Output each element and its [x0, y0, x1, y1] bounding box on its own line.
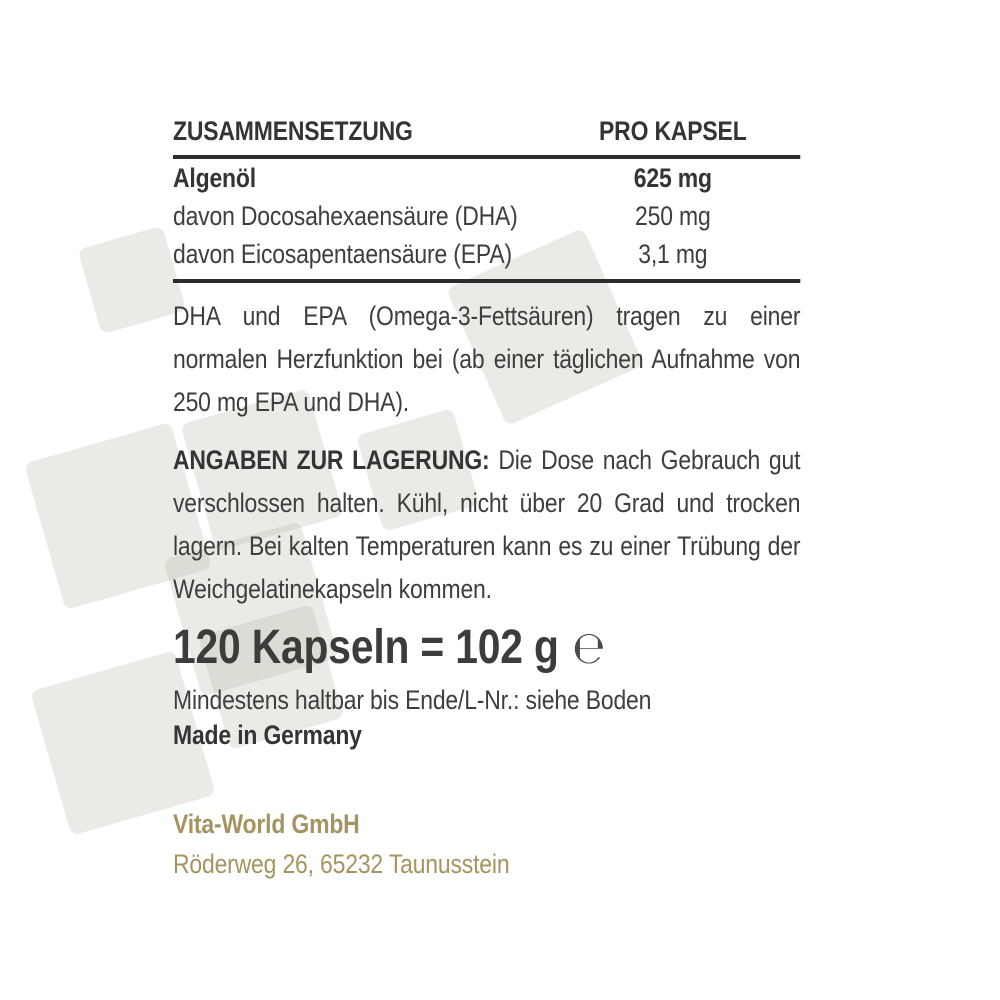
column-header-per-capsule: PRO KAPSEL [599, 116, 747, 146]
ingredient-label: davon Eicosapentaensäure (EPA) [173, 238, 512, 269]
pack-size-text: 120 Kapseln = 102 g [173, 621, 559, 674]
manufacturer-address: Röderweg 26, 65232 Taunusstein [173, 849, 510, 879]
storage-text: Die Dose nach Gebrauch gut verschlossen halten. Kühl, nicht über 20 Grad und trocken lagern. Bei kalten Temperaturen kann es zu einer Trübung der Weichgelatinekapseln kommen. [173, 445, 801, 604]
storage-info [173, 439, 800, 611]
table-rule-bottom [173, 279, 800, 283]
ingredient-value: 625 mg [633, 162, 712, 193]
made-in-germany-text: Made in Germany [173, 720, 362, 750]
composition-table-header [173, 110, 800, 155]
storage-heading: ANGABEN ZUR LAGERUNG: [173, 445, 490, 475]
ingredient-label: Algenöl [173, 162, 256, 193]
table-row [173, 159, 800, 197]
manufacturer-name: Vita-World GmbH [173, 809, 360, 839]
pack-size-line [173, 619, 800, 677]
composition-table [173, 110, 800, 283]
table-row [173, 235, 800, 273]
manufacturer-block [173, 804, 800, 884]
ingredient-value: 3,1 mg [638, 238, 708, 269]
watermark-shape [78, 226, 187, 335]
label-content [173, 110, 800, 884]
ingredient-label: davon Docosahexaensäure (DHA) [173, 200, 518, 231]
ingredient-value: 250 mg [635, 200, 711, 231]
best-before-text: Mindestens haltbar bis Ende/L-Nr.: siehe Boden [173, 685, 652, 715]
omega3-claim-text: DHA und EPA (Omega-3-Fettsäuren) tragen zu einer normalen Herzfunktion bei (ab einer täglichen Aufnahme von 250 mg EPA und DHA). [173, 301, 801, 417]
column-header-composition: ZUSAMMENSETZUNG [173, 116, 413, 146]
table-row [173, 197, 800, 235]
estimated-sign: ℮ [572, 621, 606, 674]
